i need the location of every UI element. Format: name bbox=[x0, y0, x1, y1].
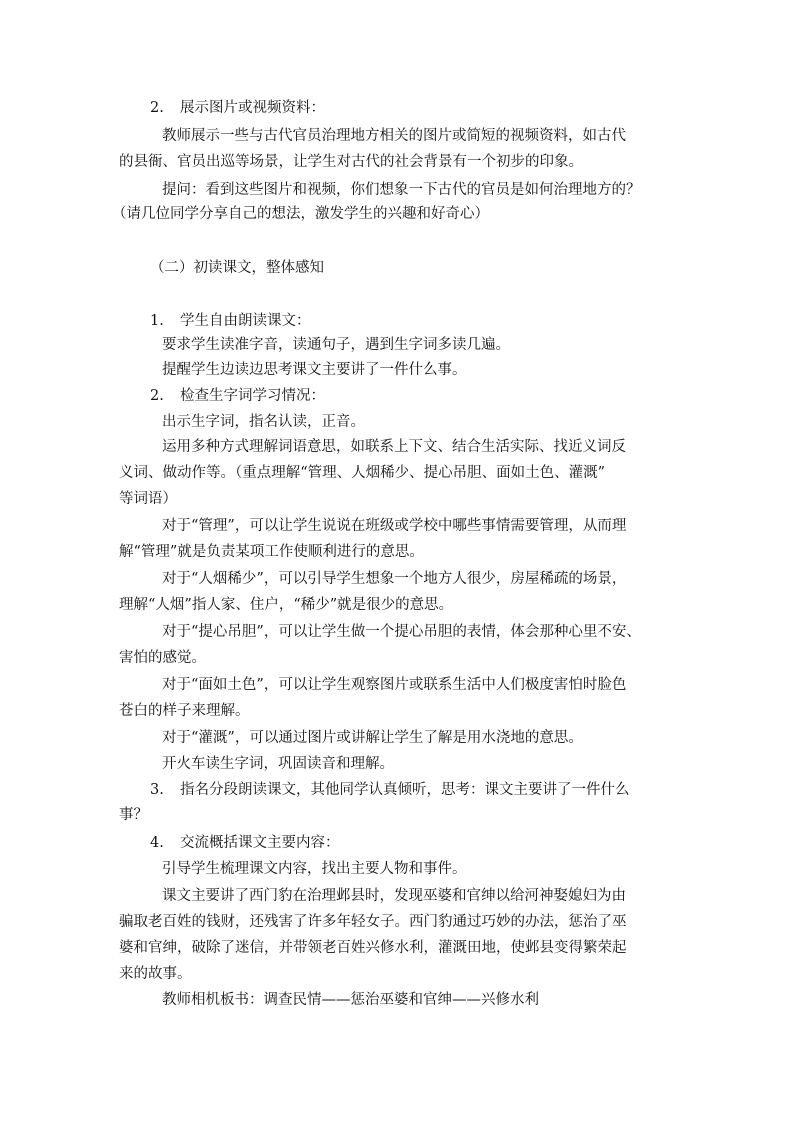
paragraph-line: 提醒学生边读边思考课文主要讲了一件什么事。 bbox=[162, 362, 467, 378]
paragraph-line: 的县衙、官员出巡等场景，让学生对古代的社会背景有一个初步的印象。 bbox=[119, 154, 583, 170]
item-number: 3. bbox=[150, 782, 164, 798]
paragraph-line: 对于“管理”，可以让学生说说在班级或学校中哪些事情需要管理，从而理 bbox=[162, 518, 627, 534]
list-item: 4. 交流概括课文主要内容： bbox=[150, 831, 340, 856]
paragraph-line: 等词语） bbox=[119, 491, 177, 507]
paragraph-line: 对于“面如土色”，可以让学生观察图片或联系生活中人们极度害怕时脸色 bbox=[162, 677, 627, 693]
item-number: 1. bbox=[150, 313, 164, 329]
paragraph-line: 事？ bbox=[119, 807, 148, 823]
list-item: 3. 指名分段朗读课文，其他同学认真倾听，思考：课文主要讲了一件什么 bbox=[150, 778, 630, 803]
paragraph-line: 解“管理”就是负责某项工作使顺利进行的意思。 bbox=[119, 544, 424, 560]
paragraph-line: 理解“人烟”指人家、住户，“稀少”就是很少的意思。 bbox=[119, 597, 454, 613]
list-item: 2. 展示图片或视频资料： bbox=[150, 96, 325, 121]
paragraph-line: 课文主要讲了西门豹在治理邺县时，发现巫婆和官绅以给河神娶媳妇为由 bbox=[162, 888, 626, 904]
item-number: 2. bbox=[150, 100, 164, 116]
paragraph-line: 骗取老百姓的钱财，还残害了许多年轻女子。西门豹通过巧妙的办法，惩治了巫 bbox=[119, 914, 627, 930]
paragraph-line: （请几位同学分享自己的想法，激发学生的兴趣和好奇心） bbox=[112, 206, 489, 222]
list-item: 1. 学生自由朗读课文： bbox=[150, 309, 311, 334]
item-number: 2. bbox=[150, 388, 164, 404]
paragraph-line: 义词、做动作等。（重点理解“管理、人烟稀少、提心吊胆、面如土色、灌溉” bbox=[119, 465, 606, 481]
paragraph-line: 要求学生读准字音，读通句子，遇到生字词多读几遍。 bbox=[162, 337, 510, 353]
item-number: 4. bbox=[150, 835, 164, 851]
section-heading: （二）初读课文，整体感知 bbox=[150, 260, 324, 276]
paragraph-line: 教师展示一些与古代官员治理地方相关的图片或简短的视频资料，如古代 bbox=[162, 128, 626, 144]
paragraph-line: 对于“人烟稀少”，可以引导学生想象一个地方人很少，房屋稀疏的场景， bbox=[162, 571, 627, 587]
paragraph-line: 出示生字词，指名认读，正音。 bbox=[162, 414, 365, 430]
paragraph-line: 苍白的样子来理解。 bbox=[119, 703, 250, 719]
paragraph-line: 对于“灌溉”，可以通过图片或讲解让学生了解是用水浇地的意思。 bbox=[162, 730, 583, 746]
paragraph-line: 运用多种方式理解词语意思，如联系上下文、结合生活实际、找近义词反 bbox=[162, 439, 626, 455]
paragraph-line: 提问：看到这些图片和视频，你们想象一下古代的官员是如何治理地方的？ bbox=[162, 182, 641, 198]
paragraph-line: 婆和官绅，破除了迷信，并带领老百姓兴修水利，灌溉田地，使邺县变得繁荣起 bbox=[119, 940, 627, 956]
paragraph-line: 害怕的感觉。 bbox=[119, 650, 206, 666]
paragraph-line: 引导学生梳理课文内容，找出主要人物和事件。 bbox=[162, 861, 467, 877]
paragraph-line: 开火车读生字词，巩固读音和理解。 bbox=[162, 756, 394, 772]
paragraph-line: 来的故事。 bbox=[119, 966, 192, 982]
paragraph-line: 对于“提心吊胆”，可以让学生做一个提心吊胆的表情，体会那种心里不安、 bbox=[162, 624, 641, 640]
list-item: 2. 检查生字词学习情况： bbox=[150, 384, 325, 409]
paragraph-line: 教师相机板书：调查民情——惩治巫婆和官绅——兴修水利 bbox=[162, 992, 539, 1008]
